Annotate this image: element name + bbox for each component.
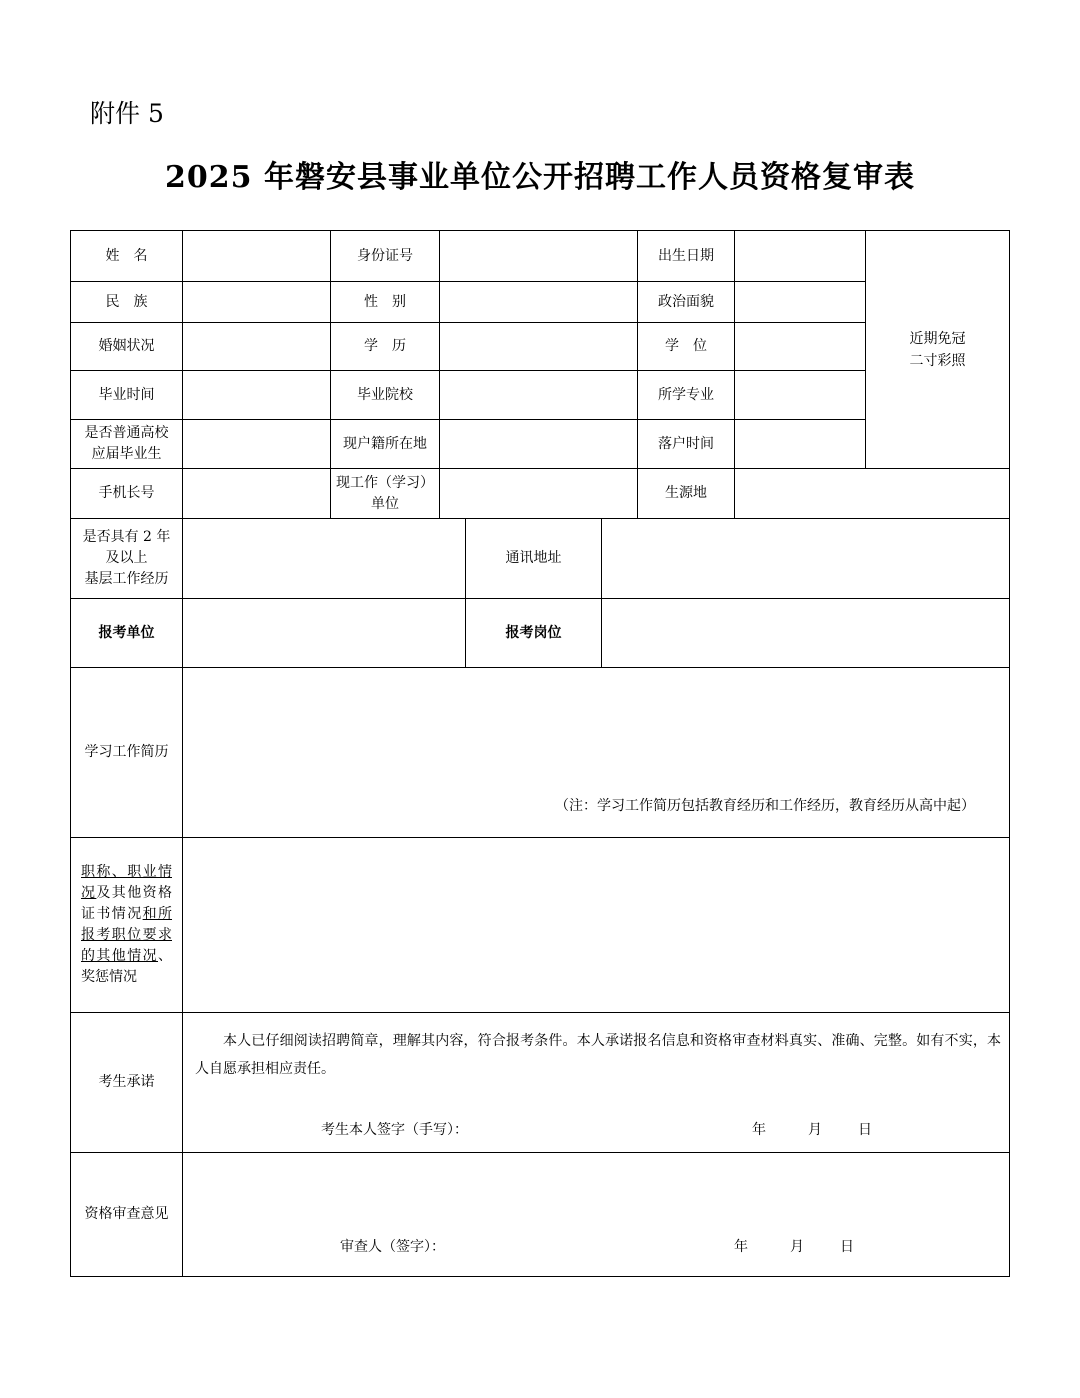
review-opinion-field[interactable] (183, 1153, 1009, 1276)
reviewer-signature-label: 审查人（签字）： (340, 1239, 445, 1255)
origin-field[interactable] (735, 469, 1009, 519)
graduation-school-label: 毕业院校 (331, 371, 440, 420)
education-field[interactable] (440, 323, 638, 371)
resume-field[interactable] (183, 668, 1009, 838)
qualifications-label-part3: 和所报考职位要求的其他情况 (81, 906, 173, 964)
household-location-label: 现户籍所在地 (331, 420, 440, 469)
qualifications-label-part4: 、奖惩情况 (81, 948, 172, 985)
pledge-day-label: 日 (858, 1122, 872, 1138)
review-month-label: 月 (790, 1239, 804, 1255)
fresh-graduate-label: 是否普通高校 应届毕业生 (71, 420, 183, 469)
degree-label: 学 位 (638, 323, 735, 371)
pledge-signature-label: 考生本人签字（手写）： (321, 1122, 468, 1138)
gender-field[interactable] (440, 282, 638, 323)
review-day-label: 日 (840, 1239, 854, 1255)
qualification-form (70, 230, 1010, 1277)
ethnicity-label: 民 族 (71, 282, 183, 323)
address-label: 通讯地址 (466, 519, 602, 599)
resume-note: （注：学习工作简历包括教育经历和工作经历，教育经历从高中起） (555, 798, 975, 814)
grassroots-label: 是否具有 2 年 及以上 基层工作经历 (71, 519, 183, 599)
photo-hint-line1: 近期免冠 (909, 330, 966, 347)
marital-status-label: 婚姻状况 (71, 323, 183, 371)
pledge-year-label: 年 (752, 1122, 766, 1138)
photo-placeholder[interactable] (866, 231, 1009, 469)
birth-date-label: 出生日期 (638, 231, 735, 282)
name-field[interactable] (183, 231, 331, 282)
graduation-time-field[interactable] (183, 371, 331, 420)
settle-time-label: 落户时间 (638, 420, 735, 469)
major-label: 所学专业 (638, 371, 735, 420)
address-field[interactable] (602, 519, 1009, 599)
pledge-label: 考生承诺 (71, 1013, 183, 1153)
marital-status-field[interactable] (183, 323, 331, 371)
ethnicity-field[interactable] (183, 282, 331, 323)
political-status-label: 政治面貌 (638, 282, 735, 323)
education-label: 学 历 (331, 323, 440, 371)
household-location-field[interactable] (440, 420, 638, 469)
birth-date-field[interactable] (735, 231, 866, 282)
apply-unit-field[interactable] (183, 599, 466, 668)
degree-field[interactable] (735, 323, 866, 371)
resume-label: 学习工作简历 (71, 668, 183, 838)
apply-unit-label: 报考单位 (71, 599, 183, 668)
qualifications-label (71, 838, 183, 1013)
attachment-label: 附件 5 (90, 99, 164, 128)
id-number-field[interactable] (440, 231, 638, 282)
gender-label: 性 别 (331, 282, 440, 323)
graduation-time-label: 毕业时间 (71, 371, 183, 420)
pledge-area (183, 1013, 1009, 1153)
settle-time-field[interactable] (735, 420, 866, 469)
review-year-label: 年 (734, 1239, 748, 1255)
pledge-text: 本人已仔细阅读招聘简章，理解其内容，符合报考条件。本人承诺报名信息和资格审查材料真实、准确、完整。如有不实，本人自愿承担相应责任。 (195, 1033, 1001, 1077)
pledge-month-label: 月 (808, 1122, 822, 1138)
graduation-school-field[interactable] (440, 371, 638, 420)
qualifications-field[interactable] (183, 838, 1009, 1013)
qualifications-label-part1: 职称、职业情况 (81, 864, 172, 901)
name-label: 姓 名 (71, 231, 183, 282)
fresh-graduate-field[interactable] (183, 420, 331, 469)
mobile-field[interactable] (183, 469, 331, 519)
photo-hint-line2: 二寸彩照 (909, 352, 966, 369)
page-title: 2025 年磐安县事业单位公开招聘工作人员资格复审表 (165, 160, 915, 195)
current-unit-field[interactable] (440, 469, 638, 519)
apply-post-field[interactable] (602, 599, 1009, 668)
origin-label: 生源地 (638, 469, 735, 519)
apply-post-label: 报考岗位 (466, 599, 602, 668)
id-number-label: 身份证号 (331, 231, 440, 282)
major-field[interactable] (735, 371, 866, 420)
qualifications-label-part2: 及其他资格证书情况 (81, 885, 173, 922)
current-unit-label: 现工作（学习） 单位 (331, 469, 440, 519)
mobile-label: 手机长号 (71, 469, 183, 519)
review-label: 资格审查意见 (71, 1153, 183, 1276)
grassroots-field[interactable] (183, 519, 466, 599)
political-status-field[interactable] (735, 282, 866, 323)
